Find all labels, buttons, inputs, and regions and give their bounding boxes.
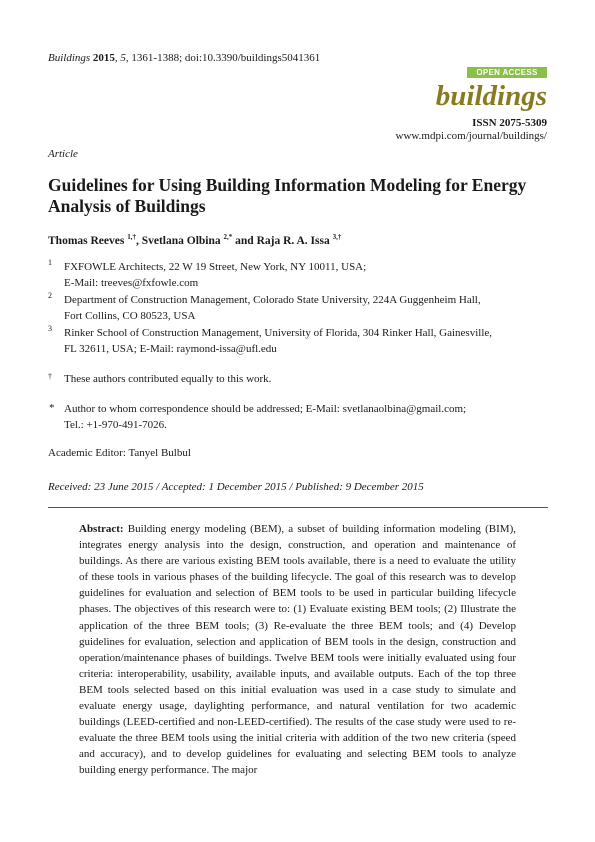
citation-line: Buildings 2015, 5, 1361-1388; doi:10.3390/buildings5041361 <box>48 52 321 64</box>
correspondence-line-2: Tel.: +1-970-491-7026. <box>64 419 167 431</box>
citation-year: 2015 <box>92 52 115 64</box>
academic-editor: Academic Editor: Tanyel Bulbul <box>48 447 191 459</box>
affiliation-3-line-1: Rinker School of Construction Management, University of Florida, 304 Rinker Hall, Gainesville, <box>64 327 493 339</box>
affiliation-1-number: 1 <box>48 258 52 267</box>
author-2-sup: 2,* <box>223 233 233 241</box>
abstract-text: Building energy modeling (BEM), a subset of building information modeling (BIM), integrates energy analysis into the design, construction, and operation and maintenance of buildings. As there are various existing BEM tools available, there is a need to evaluate the utility of these tools in various phases of the building lifecycle. The goal of this research was to develop guidelines for evaluation and selection of BEM tools to be used in particular building lifecycle phases. The objectives of this research were to: (1) Evaluate existing BEM tools; (2) Illustrate the application of the three BEM tools; (3) Re-evaluate the three BEM tools; and (4) Develop guidelines for evaluation, selection and application of BEM tools in the design, construction and operation/maintenance phases of buildings. Twelve BEM tools were initially evaluated using four criteria: interoperability, usability, available inputs, and available outputs. Each of the top three BEM tools selected based on this initial evaluation was used in a case study to simulate and evaluate energy usage, daylighting performance, and natural ventilation for two academic buildings (LEED-certified and non-LEED-certified). The results of the case study were used to re-evaluate the three BEM tools using the initial criteria with addition of the two new criteria (speed and accuracy), and to develop guidelines for evaluating and selecting BEM tools to analyze building energy performance. The major <box>79 523 516 777</box>
dagger-symbol: † <box>48 372 52 381</box>
divider <box>48 507 548 508</box>
author-2: , Svetlana Olbina <box>135 234 221 247</box>
affiliation-2-number: 2 <box>48 291 52 300</box>
affiliation-3-number: 3 <box>48 324 52 333</box>
citation-pages-doi: , 1361-1388; doi:10.3390/buildings5041361 <box>125 52 321 64</box>
author-list <box>48 233 341 247</box>
article-type: Article <box>48 148 78 160</box>
journal-logo: buildings <box>435 80 547 112</box>
publication-dates: Received: 23 June 2015 / Accepted: 1 December 2015 / Published: 9 December 2015 <box>48 481 424 493</box>
author-1: Thomas Reeves <box>48 234 125 247</box>
affiliation-1-line-1: FXFOWLE Architects, 22 W 19 Street, New York, NY 10011, USA; <box>64 261 367 273</box>
abstract-label: Abstract: <box>79 523 124 535</box>
citation-volume: 5 <box>120 52 126 64</box>
issn: ISSN 2075-5309 <box>472 117 547 129</box>
dagger-note: These authors contributed equally to this work. <box>64 373 272 385</box>
journal-url[interactable]: www.mdpi.com/journal/buildings/ <box>395 130 547 142</box>
affiliation-2 <box>64 292 554 324</box>
open-access-badge: OPEN ACCESS <box>467 67 547 78</box>
citation-journal: Buildings <box>48 52 91 64</box>
abstract <box>79 521 516 779</box>
author-1-sup: 1,† <box>127 233 136 241</box>
affiliation-2-line-1: Department of Construction Management, Colorado State University, 224A Guggenheim Hall, <box>64 294 481 306</box>
affiliation-3 <box>64 325 554 357</box>
paper-title: Guidelines for Using Building Information Modeling for Energy Analysis of Buildings <box>48 175 527 216</box>
affiliation-2-line-2: Fort Collins, CO 80523, USA <box>64 310 196 322</box>
correspondence-line-1: Author to whom correspondence should be addressed; E-Mail: svetlanaolbina@gmail.com; <box>64 403 467 415</box>
star-symbol: * <box>49 402 55 414</box>
affiliation-3-line-2: FL 32611, USA; E-Mail: raymond-issa@ufl.edu <box>64 343 277 355</box>
affiliation-1 <box>64 259 554 291</box>
affiliation-1-line-2: E-Mail: treeves@fxfowle.com <box>64 277 199 289</box>
author-3: and Raja R. A. Issa <box>232 234 330 247</box>
author-3-sup: 3,† <box>332 233 342 241</box>
correspondence-note <box>64 401 554 433</box>
